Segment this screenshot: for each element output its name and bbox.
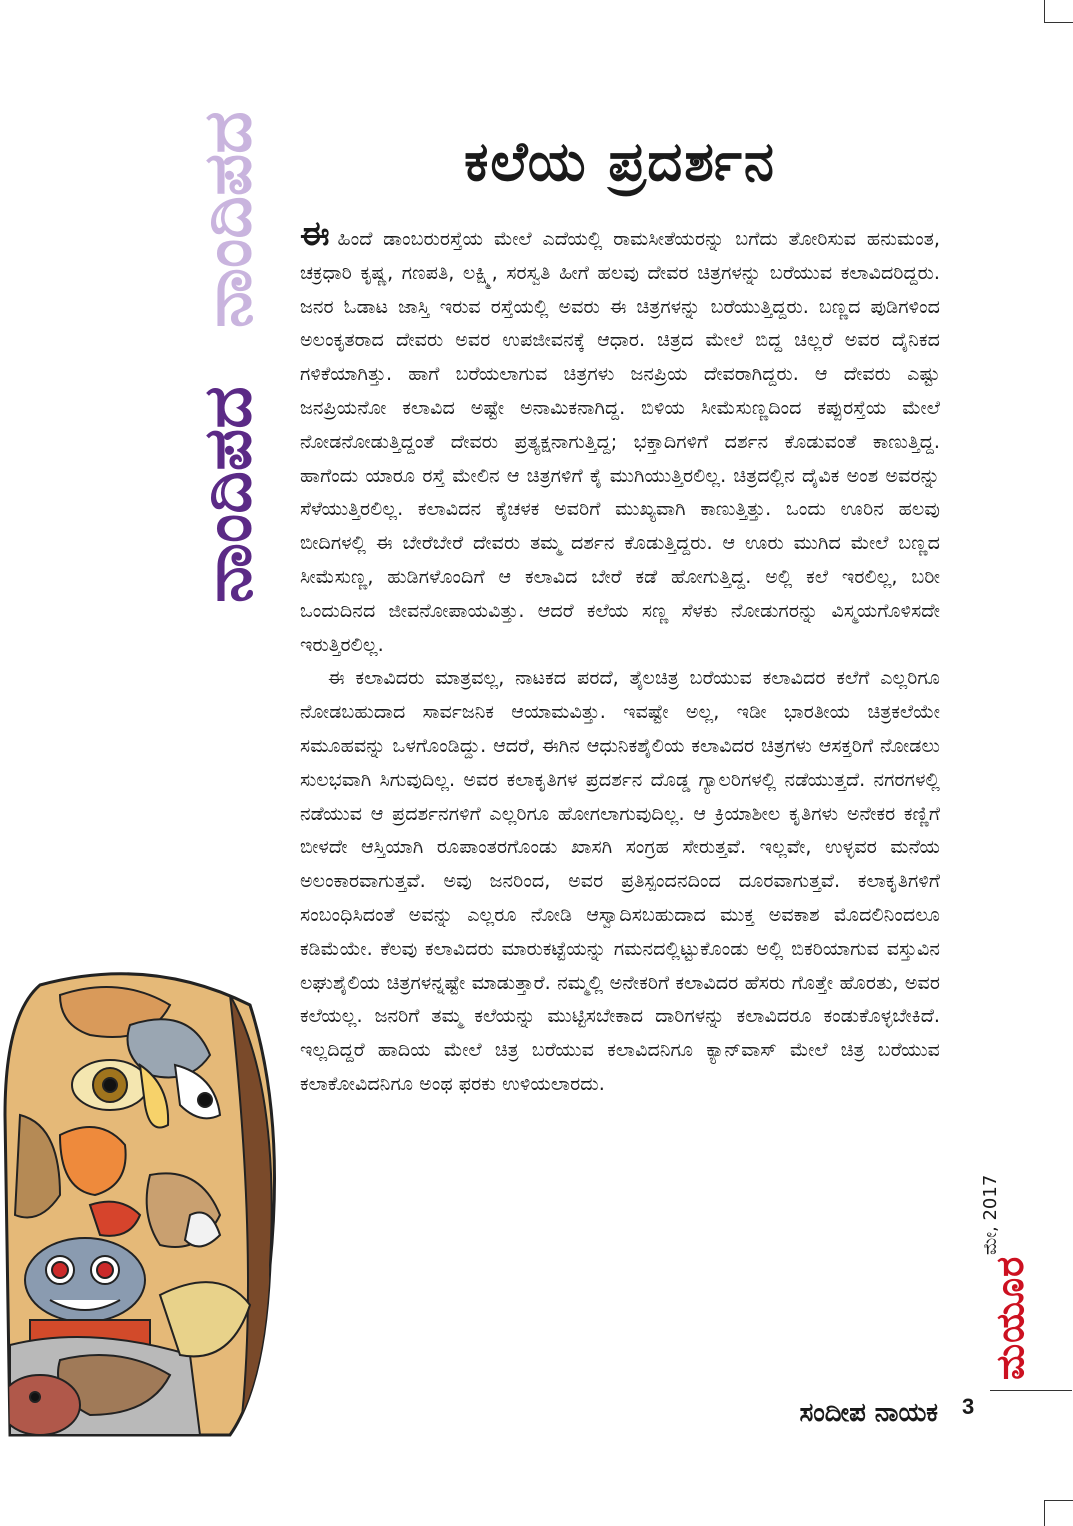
magazine-logo: ಮಯೂರ [988, 1255, 1032, 1380]
footer-rule [990, 1390, 1072, 1391]
article-title: ಕಲೆಯ ಪ್ರದರ್ಶನ [464, 130, 776, 193]
column-name-dark: ನಾಂದಿಪದ [189, 386, 266, 603]
abstract-face-illustration [0, 965, 285, 1445]
page-number: 3 [962, 1394, 975, 1419]
paragraph-2: ಈ ಕಲಾವಿದರು ಮಾತ್ರವಲ್ಲ, ನಾಟಕದ ಪರದೆ, ತೈಲಚಿತ್ರ ಬರೆಯುವ ಕಲಾವಿದರ ಕಲೆಗೆ ಎಲ್ಲರಿಗೂ ನೋಡಬಹುದಾದ ಸಾರ್ವಜನಿಕ ಆಯಾಮವಿತ್ತು. ಇವಷ್ಟೇ ಅಲ್ಲ, ಇಡೀ ಭಾರತೀಯ ಚಿತ್ರಕಲೆಯೇ ಸಮೂಹವನ್ನು ಒಳಗೊಂಡಿದ್ದು. ಆದರೆ, ಈಗಿನ ಆಧುನಿಕಶೈಲಿಯ ಕಲಾವಿದರ ಚಿತ್ರಗಳು ಆಸಕ್ತರಿಗೆ ನೋಡಲು ಸುಲಭವಾಗಿ ಸಿಗುವುದಿಲ್ಲ. ಅವರ ಕಲಾಕೃತಿಗಳ ಪ್ರದರ್ಶನ ದೊಡ್ಡ ಗ್ಯಾಲರಿಗಳಲ್ಲಿ ನಡೆಯುತ್ತದೆ. ನಗರಗಳಲ್ಲಿ ನಡೆಯುವ ಆ ಪ್ರದರ್ಶನಗಳಿಗೆ ಎಲ್ಲರಿಗೂ ಹೋಗಲಾಗುವುದಿಲ್ಲ. ಆ ಕ್ರಿಯಾಶೀಲ ಕೃತಿಗಳು ಅನೇಕರ ಕಣ್ಣಿಗೆ ಬೀಳದೇ ಆಸ್ತಿಯಾಗಿ ರೂಪಾಂತರಗೊಂಡು ಖಾಸಗಿ ಸಂಗ್ರಹ ಸೇರುತ್ತವೆ. ಇಲ್ಲವೇ, ಉಳ್ಳವರ ಮನೆಯ ಅಲಂಕಾರವಾಗುತ್ತವೆ. ಅವು ಜನರಿಂದ, ಅವರ ಪ್ರತಿಸ್ಪಂದನದಿಂದ ದೂರವಾಗುತ್ತವೆ. ಕಲಾಕೃತಿಗಳಿಗೆ ಸಂಬಂಧಿಸಿದಂತೆ ಅವನ್ನು ಎಲ್ಲರೂ ನೋಡಿ ಆಸ್ವಾದಿಸಬಹುದಾದ ಮುಕ್ತ ಅವಕಾಶ ಮೊದಲಿನಿಂದಲೂ ಕಡಿಮೆಯೇ. ಕೆಲವು ಕಲಾವಿದರು ಮಾರುಕಟ್ಟೆಯನ್ನು ಗಮನದಲ್ಲಿಟ್ಟುಕೊಂಡು ಅಲ್ಲಿ ಬಿಕರಿಯಾಗುವ ವಸ್ತುವಿನ ಲಘುಶೈಲಿಯ ಚಿತ್ರಗಳನ್ನಷ್ಟೇ ಮಾಡುತ್ತಾರೆ. ನಮ್ಮಲ್ಲಿ ಅನೇಕರಿಗೆ ಕಲಾವಿದರ ಹೆಸರು ಗೊತ್ತೇ ಹೊರತು, ಅವರ ಕಲೆಯಲ್ಲ. ಜನರಿಗೆ ತಮ್ಮ ಕಲೆಯನ್ನು ಮುಟ್ಟಿಸಬೇಕಾದ ದಾರಿಗಳನ್ನು ಕಲಾವಿದರೂ ಕಂಡುಕೊಳ್ಳಬೇಕಿದೆ. ಇಲ್ಲದಿದ್ದರೆ ಹಾದಿಯ ಮೇಲೆ ಚಿತ್ರ ಬರೆಯುವ ಕಲಾವಿದನಿಗೂ ಕ್ಯಾನ್‌ವಾಸ್ ಮೇಲೆ ಚಿತ್ರ ಬರೆಯುವ ಕಲಾಕೋವಿದನಿಗೂ ಅಂಥ ಫರಕು ಉಳಿಯಲಾರದು. [300, 666, 940, 1095]
paragraph-1-text: ಹಿಂದೆ ಡಾಂಬರುರಸ್ತೆಯ ಮೇಲೆ ಎದೆಯಲ್ಲಿ ರಾಮಸೀತೆಯರನ್ನು ಬಗೆದು ತೋರಿಸುವ ಹನುಮಂತ, ಚಕ್ರಧಾರಿ ಕೃಷ್ಣ, ಗಣಪತಿ, ಲಕ್ಷ್ಮಿ, ಸರಸ್ವತಿ ಹೀಗೆ ಹಲವು ದೇವರ ಚಿತ್ರಗಳನ್ನು ಬರೆಯುವ ಕಲಾವಿದರಿದ್ದರು. ಜನರ ಓಡಾಟ ಜಾಸ್ತಿ ಇರುವ ರಸ್ತೆಯಲ್ಲಿ ಅವರು ಈ ಚಿತ್ರಗಳನ್ನು ಬರೆಯುತ್ತಿದ್ದರು. ಬಣ್ಣದ ಪುಡಿಗಳಿಂದ ಅಲಂಕೃತರಾದ ದೇವರು ಅವರ ಉಪಜೀವನಕ್ಕೆ ಆಧಾರ. ಚಿತ್ರದ ಮೇಲೆ ಬಿದ್ದ ಚಿಲ್ಲರೆ ಅವರ ದೈನಿಕದ ಗಳಿಕೆಯಾಗಿತ್ತು. ಹಾಗೆ ಬರೆಯಲಾಗುವ ಚಿತ್ರಗಳು ಜನಪ್ರಿಯ ದೇವರಾಗಿದ್ದರು. ಆ ದೇವರು ಎಷ್ಟು ಜನಪ್ರಿಯನೋ ಕಲಾವಿದ ಅಷ್ಟೇ ಅನಾಮಿಕನಾಗಿದ್ದ. ಬಿಳಿಯ ಸೀಮೆಸುಣ್ಣದಿಂದ ಕಪ್ಪುರಸ್ತೆಯ ಮೇಲೆ ನೋಡನೋಡುತ್ತಿದ್ದಂತೆ ದೇವರು ಪ್ರತ್ಯಕ್ಷನಾಗುತ್ತಿದ್ದ; ಭಕ್ತಾದಿಗಳಿಗೆ ದರ್ಶನ ಕೊಡುವಂತೆ ಕಾಣುತ್ತಿದ್ದ. ಹಾಗೆಂದು ಯಾರೂ ರಸ್ತೆ ಮೇಲಿನ ಆ ಚಿತ್ರಗಳಿಗೆ ಕೈ ಮುಗಿಯುತ್ತಿರಲಿಲ್ಲ. ಚಿತ್ರದಲ್ಲಿನ ದೈವಿಕ ಅಂಶ ಅವರನ್ನು ಸೆಳೆಯುತ್ತಿರಲಿಲ್ಲ. ಕಲಾವಿದನ ಕೈಚಳಕ ಅವರಿಗೆ ಮುಖ್ಯವಾಗಿ ಕಾಣುತ್ತಿತ್ತು. ಒಂದು ಊರಿನ ಹಲವು ಬೀದಿಗಳಲ್ಲಿ ಈ ಬೇರೆಬೇರೆ ದೇವರು ತಮ್ಮ ದರ್ಶನ ಕೊಡುತ್ತಿದ್ದರು. ಆ ಊರು ಮುಗಿದ ಮೇಲೆ ಬಣ್ಣದ ಸೀಮೆಸುಣ್ಣ, ಹುಡಿಗಳೊಂದಿಗೆ ಆ ಕಲಾವಿದ ಬೇರೆ ಕಡೆ ಹೋಗುತ್ತಿದ್ದ. ಅಲ್ಲಿ ಕಲೆ ಇರಲಿಲ್ಲ, ಬರೀ ಒಂದುದಿನದ ಜೀವನೋಪಾಯವಿತ್ತು. ಆದರೆ ಕಲೆಯ ಸಣ್ಣ ಸೆಳಕು ನೋಡುಗರನ್ನು ವಿಸ್ಮಯಗೊಳಿಸದೇ ಇರುತ್ತಿರಲಿಲ್ಲ. [300, 227, 940, 656]
article-body [300, 214, 940, 1101]
paragraph-1 [300, 214, 940, 661]
issue-date: ಮೇ, 2017 [980, 1174, 1001, 1255]
author-name: ಸಂದೀಪ ನಾಯಕ [799, 1398, 938, 1428]
column-heading-vertical [189, 38, 266, 608]
crop-mark-top [1044, 0, 1073, 23]
crop-mark-bottom [1044, 1500, 1073, 1526]
drop-cap: ಈ [300, 214, 330, 254]
column-name-light: ನಾಂದಿಪದ [189, 111, 266, 328]
